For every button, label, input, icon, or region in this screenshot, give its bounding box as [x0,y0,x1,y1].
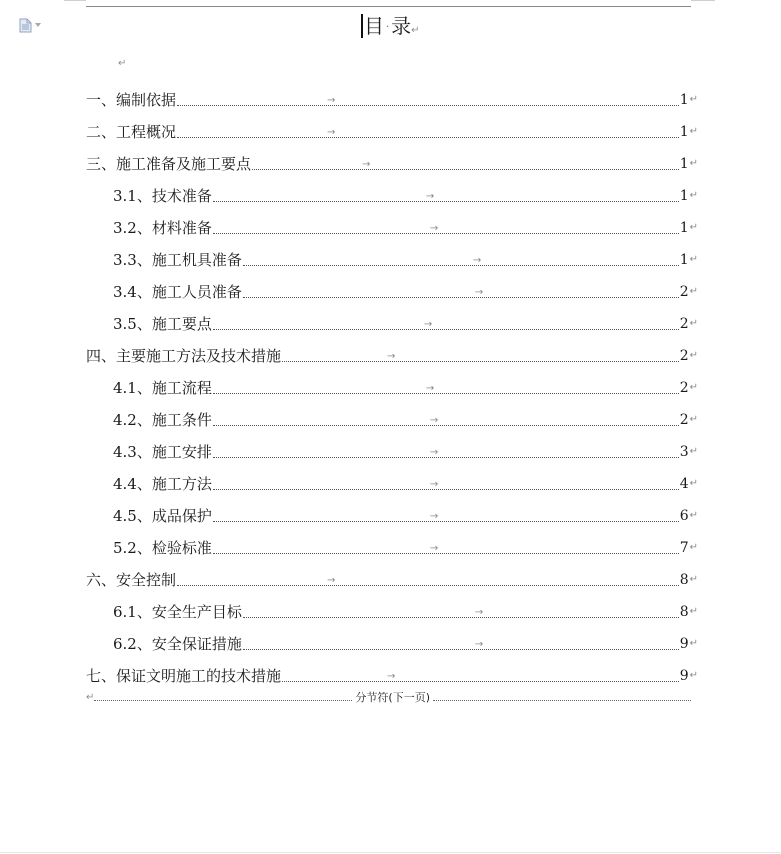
toc-entry-page: 4 [679,476,689,492]
paragraph-mark-icon: ↵ [689,638,698,649]
paragraph-mark-icon: ↵ [689,446,698,457]
tab-arrow-icon: → [429,223,439,234]
toc-dot-leader [243,633,679,650]
toc-entry[interactable] [113,407,698,429]
paragraph-mark-icon: ↵ [689,542,698,553]
toc-entry[interactable] [113,183,698,205]
paragraph-mark-icon: ↵ [118,58,127,69]
toc-entry[interactable] [113,535,698,557]
paragraph-mark-icon: ↵ [689,574,698,585]
paragraph-mark-icon: ↵ [689,414,698,425]
toc-entry-label: 4.5、成品保护 [113,507,212,525]
toc-entry[interactable] [86,87,698,109]
tab-arrow-icon: → [474,607,484,618]
toc-dot-leader [213,441,679,458]
toc-dot-leader [213,185,679,202]
toc-dot-leader [177,569,679,586]
toc-entry-page: 1 [679,220,689,236]
paragraph-mark-icon: ↵ [689,286,698,297]
toc-entry-label: 6.1、安全生产目标 [113,603,242,621]
page-top-border [86,6,691,7]
toc-entry-label: 3.5、施工要点 [113,315,212,333]
toc-entry[interactable] [113,631,698,653]
paragraph-mark-icon: ↵ [689,350,698,361]
toc-dot-leader [213,217,679,234]
toc-dot-leader [213,377,679,394]
tab-arrow-icon: → [423,319,433,330]
tab-arrow-icon: → [472,255,482,266]
section-break-label: 分节符(下一页) [355,691,430,704]
toc-dot-leader [213,473,679,490]
toc-dot-leader [243,601,679,618]
toc-entry-page: 1 [679,252,689,268]
paragraph-mark-icon: ↵ [689,510,698,521]
toc-entry[interactable] [113,247,698,269]
paragraph-mark-icon: ↵ [689,606,698,617]
toc-entry[interactable] [113,215,698,237]
toc-entry-label: 4.2、施工条件 [113,411,212,429]
paragraph-mark-icon: ↵ [689,158,698,169]
toc-entry[interactable] [86,119,698,141]
page-bottom-edge [0,852,781,853]
tab-arrow-icon: → [327,127,336,138]
toc-entry-label: 4.3、施工安排 [113,443,212,461]
toc-entry-page: 2 [679,348,689,364]
toc-dot-leader [177,89,679,106]
paragraph-mark-icon: ↵ [689,94,698,105]
paragraph-mark-icon: ↵ [689,254,698,265]
toc-entry-page: 1 [679,156,689,172]
toc-entry-page: 8 [679,604,689,620]
toc-entry-page: 3 [679,444,689,460]
toc-entry-page: 7 [679,540,689,556]
toc-dot-leader [282,665,679,682]
toc-entry[interactable] [86,151,698,173]
tab-arrow-icon: → [429,511,439,522]
toc-entry-page: 2 [679,412,689,428]
toc-entry[interactable] [113,279,698,301]
tab-arrow-icon: → [362,159,371,170]
toc-entry-page: 8 [679,572,689,588]
tab-arrow-icon: → [429,543,439,554]
toc-entry-label: 4.1、施工流程 [113,379,212,397]
tab-arrow-icon: → [429,447,439,458]
tab-arrow-icon: → [425,383,435,394]
toc-dot-leader [213,537,679,554]
toc-entry[interactable] [113,375,698,397]
space-mark: · [385,22,390,33]
toc-dot-leader [243,249,679,266]
toc-dot-leader [177,121,679,138]
toc-entry-page: 1 [679,124,689,140]
toc-dot-leader [252,153,679,170]
paragraph-mark-icon: ↵ [689,478,698,489]
tab-arrow-icon: → [429,479,439,490]
toc-dot-leader [243,281,679,298]
toc-entry[interactable] [113,311,698,333]
paragraph-mark-icon: ↵ [689,670,698,681]
toc-dot-leader [213,313,679,330]
toc-entry[interactable] [113,439,698,461]
toc-entry-label: 4.4、施工方法 [113,475,212,493]
toc-dot-leader [282,345,679,362]
toc-entry-label: 二、工程概况 [86,123,177,141]
toc-entry-label: 六、安全控制 [86,571,177,589]
toc-entry[interactable] [86,567,698,589]
toc-entry-page: 1 [679,92,689,108]
toc-entry[interactable] [86,663,698,685]
toc-entry[interactable] [113,471,698,493]
toc-entry-label: 3.3、施工机具准备 [113,251,242,269]
section-break-line-right [433,700,691,701]
toc-entry-page: 2 [679,316,689,332]
paragraph-mark-icon: ↵ [689,382,698,393]
toc-title-left: 目 [363,14,384,38]
toc-entry-page: 6 [679,508,689,524]
tab-arrow-icon: → [387,351,396,362]
tab-arrow-icon: → [429,415,439,426]
section-break-line-left [94,700,352,701]
paragraph-mark-icon: ↵ [689,126,698,137]
toc-title[interactable] [0,12,781,45]
paragraph-mark-icon: ↵ [411,25,420,36]
toc-entry[interactable] [113,503,698,525]
toc-entry-label: 三、施工准备及施工要点 [86,155,252,173]
paragraph-mark-icon: ↵ [689,190,698,201]
section-break [86,689,691,705]
paragraph-mark-icon: ↵ [86,691,95,703]
toc-entry-label: 3.4、施工人员准备 [113,283,242,301]
paragraph-mark-icon: ↵ [689,222,698,233]
page-corner-mark-right [691,0,715,1]
toc-entry-label: 一、编制依据 [86,91,177,109]
tab-arrow-icon: → [327,575,336,586]
tab-arrow-icon: → [474,287,484,298]
paragraph-mark-icon: ↵ [689,318,698,329]
tab-arrow-icon: → [425,191,435,202]
toc-entry-label: 3.1、技术准备 [113,187,212,205]
toc-entry-label: 6.2、安全保证措施 [113,635,242,653]
toc-entry-page: 9 [679,636,689,652]
toc-entry-label: 七、保证文明施工的技术措施 [86,667,282,685]
toc-entry[interactable] [86,343,698,365]
tab-arrow-icon: → [327,95,336,106]
toc-dot-leader [213,505,679,522]
toc-entry-page: 1 [679,188,689,204]
page-corner-mark-left [64,0,86,1]
tab-arrow-icon: → [474,639,484,650]
text-cursor [361,14,363,38]
toc-dot-leader [213,409,679,426]
toc-entry-page: 9 [679,668,689,684]
toc-entry-page: 2 [679,380,689,396]
toc-entry[interactable] [113,599,698,621]
toc-entry-page: 2 [679,284,689,300]
toc-title-right: 录 [391,14,412,38]
tab-arrow-icon: → [387,671,396,682]
toc-entry-label: 四、主要施工方法及技术措施 [86,347,282,365]
toc-entry-label: 3.2、材料准备 [113,219,212,237]
toc-entry-label: 5.2、检验标准 [113,539,212,557]
